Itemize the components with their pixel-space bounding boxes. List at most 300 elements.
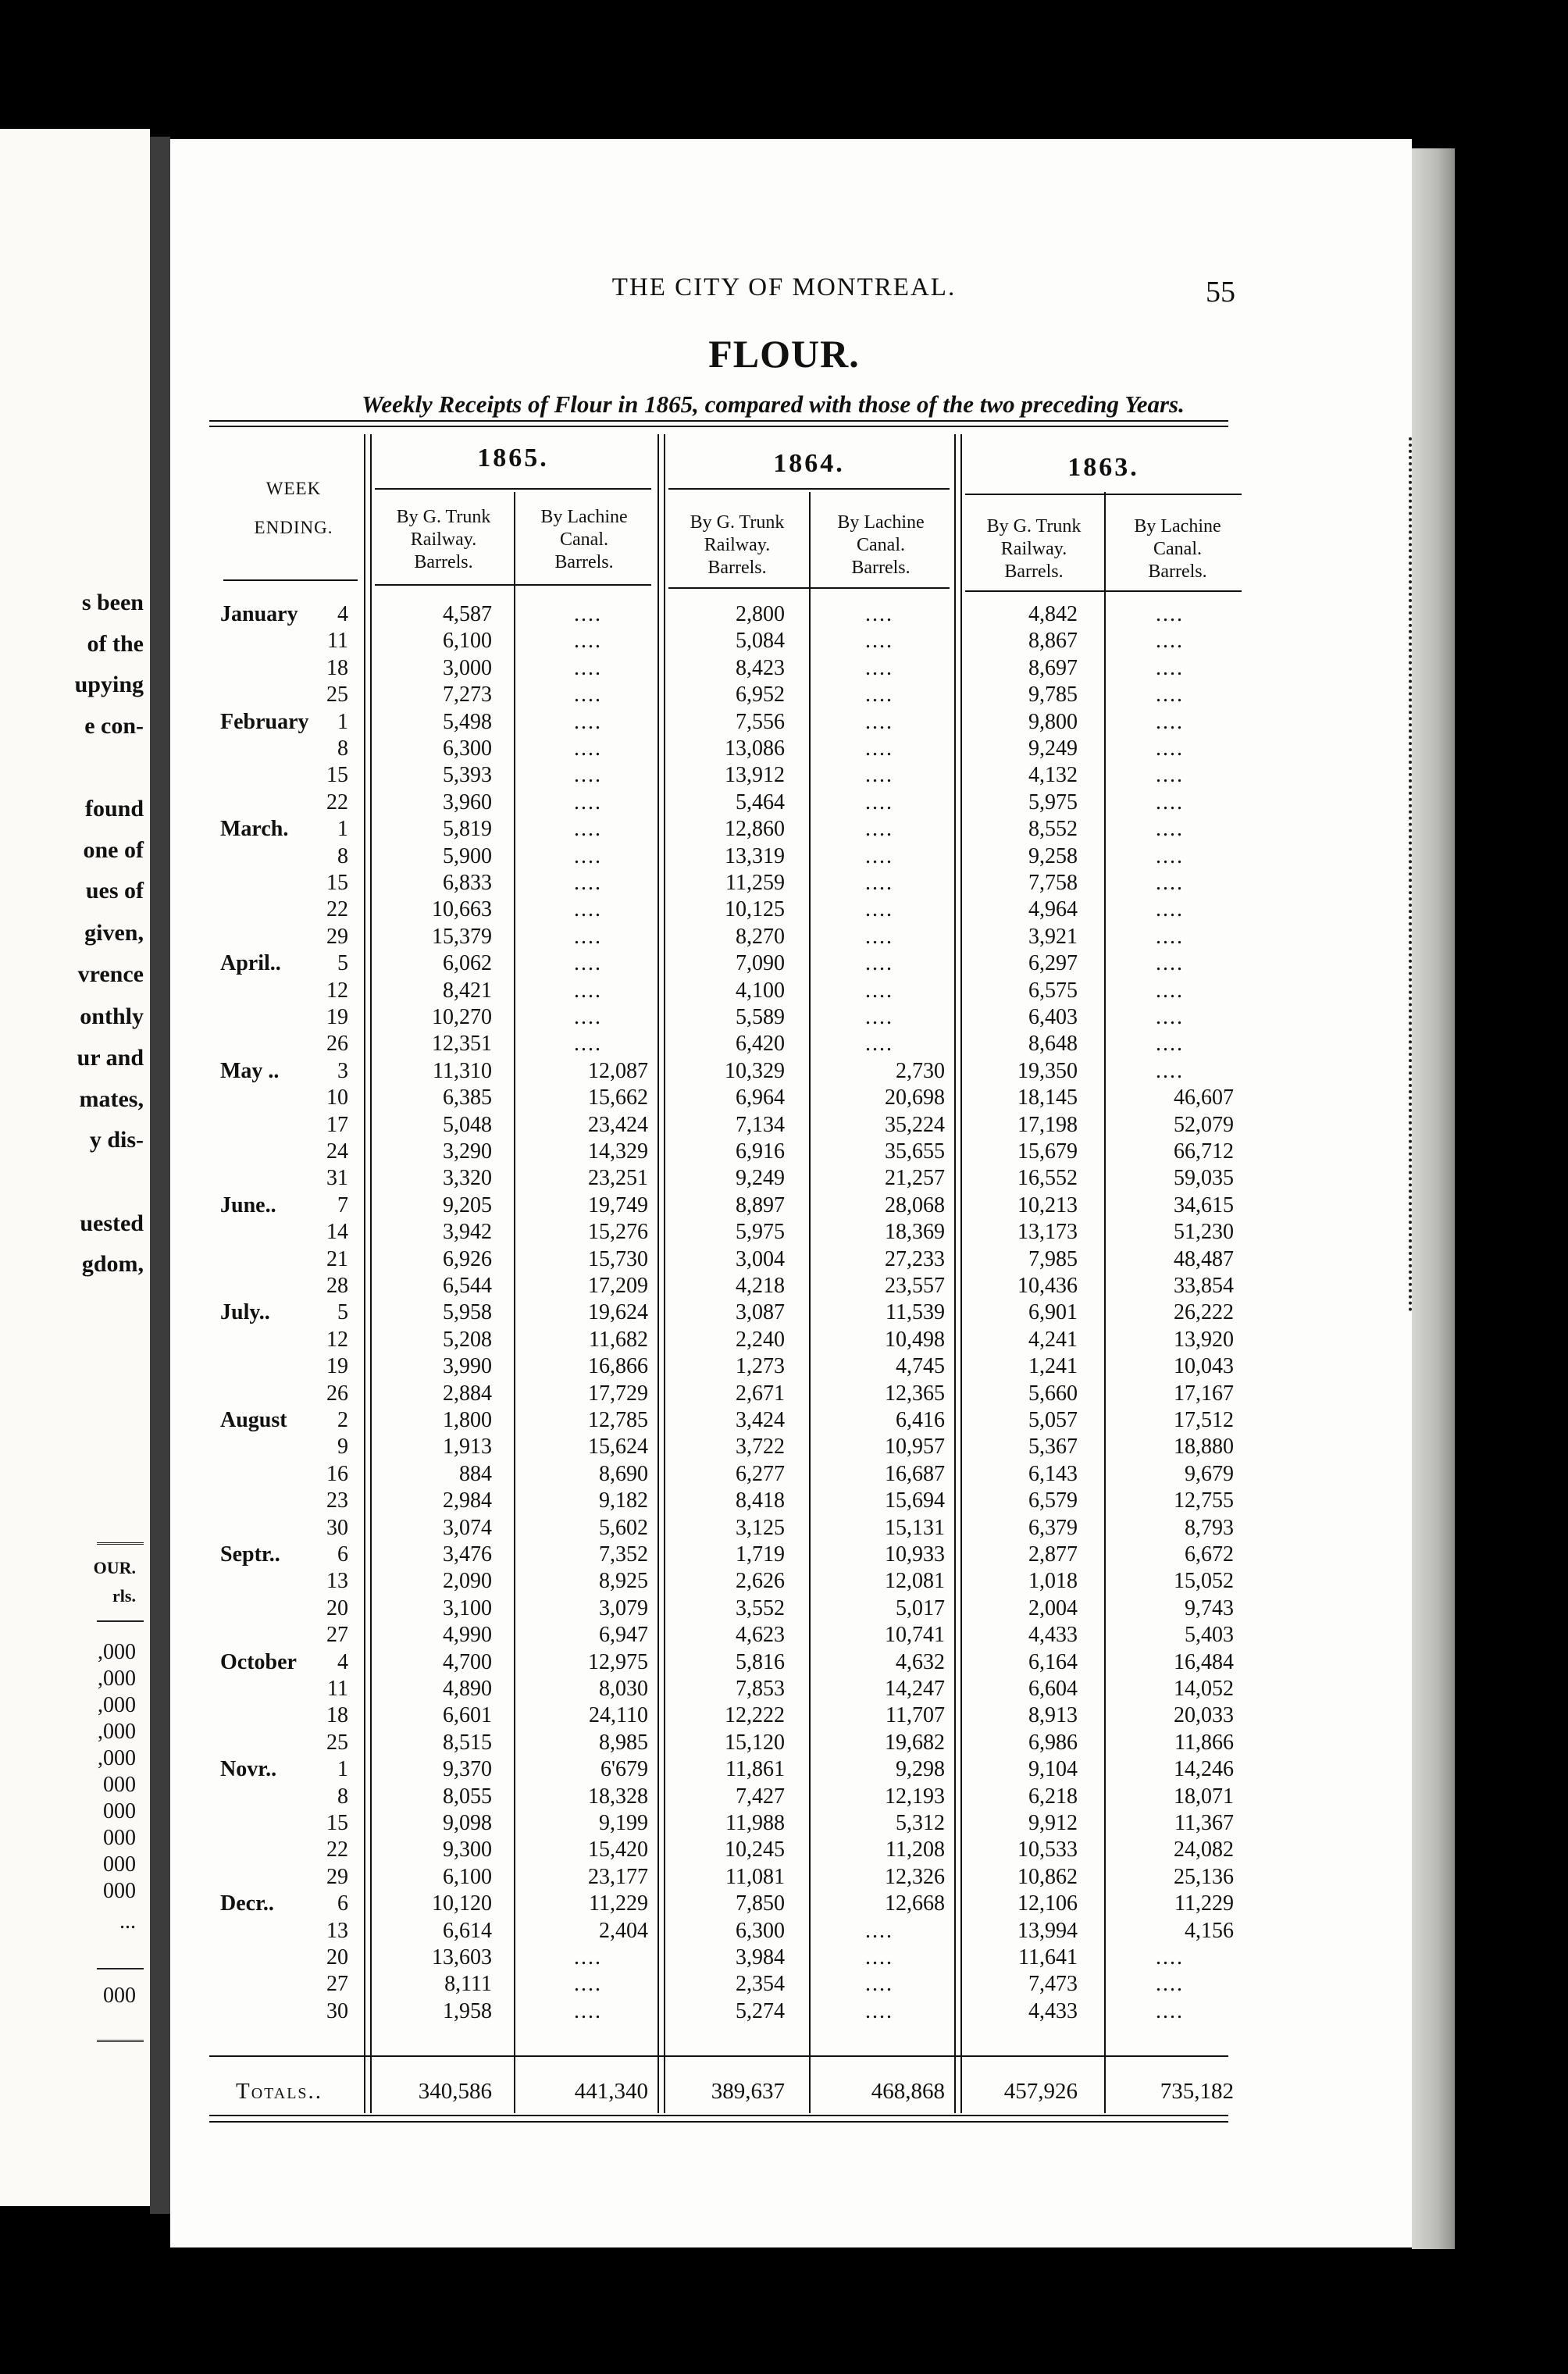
left-page-rule	[97, 2040, 144, 2044]
value-cell: 7,985	[1028, 1246, 1078, 1271]
table-row	[0, 1971, 1568, 1998]
value-cell: 4,100	[736, 978, 785, 1003]
value-cell: 9,370	[443, 1757, 492, 1782]
left-page-text-fragment: e con-	[84, 713, 144, 739]
left-page-table-heading: OUR.	[93, 1558, 136, 1577]
day-cell: 18	[326, 1703, 348, 1728]
value-cell: 17,167	[1174, 1381, 1234, 1406]
value-cell: 10,741	[885, 1623, 945, 1648]
value-cell: ....	[1156, 1032, 1184, 1057]
column-heading-line: Canal.	[1153, 539, 1202, 559]
month-label: February	[220, 709, 309, 734]
day-cell: 22	[326, 1838, 348, 1862]
value-cell: 5,393	[443, 763, 492, 788]
value-cell: 26,222	[1174, 1300, 1234, 1325]
left-page-text-fragment: given,	[84, 920, 144, 946]
value-cell: 18,880	[1174, 1435, 1234, 1460]
value-cell: ....	[574, 924, 602, 949]
day-cell: 6	[337, 1542, 348, 1567]
value-cell: 10,957	[885, 1435, 945, 1460]
value-cell: 13,603	[432, 1945, 492, 1969]
value-cell: 9,785	[1028, 683, 1078, 708]
day-cell: 19	[326, 1354, 348, 1379]
day-cell: 20	[326, 1595, 348, 1620]
day-cell: 1	[337, 709, 348, 734]
value-cell: 11,310	[433, 1058, 492, 1083]
value-cell: 27,233	[885, 1246, 945, 1271]
value-cell: 1,800	[443, 1408, 492, 1432]
value-cell: ....	[574, 871, 602, 895]
month-label: October	[220, 1649, 297, 1674]
value-cell: 11,866	[1174, 1730, 1234, 1755]
value-cell: 17,512	[1174, 1408, 1234, 1432]
month-label: May ..	[220, 1058, 280, 1083]
value-cell: 15,052	[1174, 1569, 1234, 1594]
column-heading-line: By Lachine	[837, 512, 925, 533]
value-cell: ....	[1156, 1058, 1184, 1083]
value-cell: 17,729	[588, 1381, 648, 1406]
left-page-text-fragment: mates,	[79, 1086, 144, 1112]
value-cell: 10,862	[1017, 1864, 1078, 1889]
table-row	[0, 1810, 1568, 1837]
value-cell: 2,730	[896, 1058, 945, 1083]
value-cell: 12,975	[588, 1649, 648, 1674]
value-cell: 4,156	[1185, 1918, 1234, 1943]
column-heading-line: Barrels.	[554, 552, 614, 572]
value-cell: 9,912	[1028, 1811, 1078, 1835]
value-cell: 6,575	[1028, 978, 1078, 1003]
value-cell: ....	[865, 655, 893, 680]
day-cell: 24	[326, 1139, 348, 1164]
value-cell: 12,222	[725, 1703, 785, 1728]
table-row	[0, 843, 1568, 870]
value-cell: 2,884	[443, 1381, 492, 1406]
value-cell: ....	[865, 763, 893, 788]
table-row	[0, 950, 1568, 977]
value-cell: 16,687	[885, 1461, 945, 1486]
value-cell: ....	[865, 817, 893, 842]
value-cell: ....	[1156, 978, 1184, 1003]
value-cell: 19,682	[885, 1730, 945, 1755]
year-underline	[375, 488, 651, 490]
value-cell: ....	[574, 897, 602, 922]
table-row	[0, 1031, 1568, 1057]
value-cell: 15,379	[432, 924, 492, 949]
value-cell: 1,958	[443, 1998, 492, 2023]
value-cell: 10,120	[432, 1891, 492, 1916]
table-row	[0, 1004, 1568, 1031]
value-cell: 3,722	[736, 1435, 785, 1460]
value-cell: 15,730	[588, 1246, 648, 1271]
value-cell: 2,626	[736, 1569, 785, 1594]
value-cell: 11,707	[886, 1703, 945, 1728]
value-cell: 8,897	[736, 1192, 785, 1217]
value-cell: 25,136	[1174, 1864, 1234, 1889]
day-cell: 10	[326, 1085, 348, 1110]
value-cell: ....	[865, 871, 893, 895]
month-label: April..	[220, 951, 281, 976]
left-page-number: ,000	[98, 1693, 136, 1717]
table-row	[0, 1112, 1568, 1139]
day-cell: 26	[326, 1032, 348, 1057]
value-cell: 7,090	[736, 951, 785, 976]
total-1864-railway: 389,637	[711, 2079, 785, 2104]
table-row	[0, 870, 1568, 896]
column-heading	[965, 515, 1103, 583]
value-cell: 10,498	[885, 1327, 945, 1352]
left-page-text-fragment: s been	[81, 590, 144, 615]
value-cell: 10,663	[432, 897, 492, 922]
day-cell: 22	[326, 790, 348, 815]
value-cell: 10,270	[432, 1005, 492, 1029]
value-cell: ....	[1156, 629, 1184, 654]
value-cell: ....	[865, 978, 893, 1003]
day-cell: 14	[326, 1220, 348, 1245]
value-cell: 2,240	[736, 1327, 785, 1352]
column-heading-line: By G. Trunk	[690, 512, 785, 533]
value-cell: ....	[574, 683, 602, 708]
value-cell: 2,090	[443, 1569, 492, 1594]
table-row	[0, 978, 1568, 1004]
day-cell: 29	[326, 924, 348, 949]
table-row	[0, 709, 1568, 736]
value-cell: 11,682	[589, 1327, 648, 1352]
value-cell: ....	[1156, 790, 1184, 815]
value-cell: 15,131	[885, 1515, 945, 1540]
value-cell: 6,964	[736, 1085, 785, 1110]
month-label: June..	[220, 1192, 276, 1217]
value-cell: ....	[574, 655, 602, 680]
day-cell: 5	[337, 1300, 348, 1325]
day-cell: 23	[326, 1488, 348, 1513]
left-page-text-fragment: ues of	[85, 878, 144, 904]
value-cell: 6,672	[1185, 1542, 1234, 1567]
value-cell: 5,057	[1028, 1408, 1078, 1432]
month-label: Septr..	[220, 1542, 280, 1567]
value-cell: ....	[1156, 871, 1184, 895]
value-cell: ....	[574, 817, 602, 842]
table-top-rule-2	[209, 426, 1228, 427]
value-cell: 6,062	[443, 951, 492, 976]
day-cell: 12	[326, 978, 348, 1003]
value-cell: 18,145	[1017, 1085, 1078, 1110]
column-heading-line: Barrels.	[851, 558, 911, 578]
left-page-number: ,000	[98, 1746, 136, 1770]
value-cell: ....	[865, 924, 893, 949]
day-cell: 1	[337, 1757, 348, 1782]
value-cell: 3,125	[736, 1515, 785, 1540]
value-cell: ....	[865, 709, 893, 734]
table-row	[0, 1327, 1568, 1353]
table-row	[0, 790, 1568, 816]
value-cell: 12,193	[885, 1784, 945, 1809]
day-cell: 16	[326, 1461, 348, 1486]
day-cell: 31	[326, 1166, 348, 1191]
value-cell: 3,990	[443, 1354, 492, 1379]
column-heading	[668, 512, 806, 579]
value-cell: 2,877	[1028, 1542, 1078, 1567]
value-cell: 5,975	[1028, 790, 1078, 815]
value-cell: 13,912	[725, 763, 785, 788]
value-cell: 17,209	[588, 1274, 648, 1298]
value-cell: 4,745	[896, 1354, 945, 1379]
value-cell: 5,048	[443, 1112, 492, 1137]
value-cell: 3,320	[443, 1166, 492, 1191]
value-cell: ....	[574, 763, 602, 788]
value-cell: 7,758	[1028, 871, 1078, 895]
value-cell: 9,205	[443, 1192, 492, 1217]
value-cell: 35,224	[885, 1112, 945, 1137]
value-cell: 46,607	[1174, 1085, 1234, 1110]
value-cell: 3,476	[443, 1542, 492, 1567]
value-cell: ....	[574, 629, 602, 654]
value-cell: ....	[865, 736, 893, 761]
value-cell: 1,241	[1028, 1354, 1078, 1379]
table-row	[0, 1461, 1568, 1488]
value-cell: 8,270	[736, 924, 785, 949]
week-heading-line: WEEK	[265, 479, 322, 498]
value-cell: 8,793	[1185, 1515, 1234, 1540]
left-page-text-fragment: vrence	[77, 961, 144, 987]
table-row	[0, 736, 1568, 762]
table-row	[0, 1595, 1568, 1622]
value-cell: 3,921	[1028, 924, 1078, 949]
value-cell: 4,990	[443, 1623, 492, 1648]
value-cell: 7,134	[736, 1112, 785, 1137]
value-cell: ....	[865, 683, 893, 708]
left-page-number: ,000	[98, 1640, 136, 1664]
value-cell: 9,679	[1185, 1461, 1234, 1486]
left-page-table-heading: rls.	[112, 1586, 136, 1606]
value-cell: 15,694	[885, 1488, 945, 1513]
day-cell: 18	[326, 655, 348, 680]
table-row	[0, 1891, 1568, 1917]
value-cell: 8,985	[599, 1730, 648, 1755]
column-heading	[812, 512, 950, 579]
week-ending-heading	[231, 467, 356, 550]
value-cell: 6,952	[736, 683, 785, 708]
day-cell: 11	[327, 629, 348, 654]
value-cell: 6,300	[736, 1918, 785, 1943]
value-cell: 23,177	[588, 1864, 648, 1889]
month-label: January	[220, 602, 298, 626]
day-cell: 15	[326, 1811, 348, 1835]
table-row	[0, 1085, 1568, 1111]
value-cell: 9,249	[1028, 736, 1078, 761]
value-cell: 6,143	[1028, 1461, 1078, 1486]
value-cell: 9,104	[1028, 1757, 1078, 1782]
value-cell: 6'679	[600, 1757, 648, 1782]
table-row	[0, 1353, 1568, 1380]
value-cell: ....	[865, 951, 893, 976]
value-cell: 4,587	[443, 602, 492, 626]
total-1865-railway: 340,586	[418, 2079, 492, 2104]
value-cell: 18,328	[588, 1784, 648, 1809]
day-cell: 30	[326, 1515, 348, 1540]
value-cell: ....	[1156, 736, 1184, 761]
day-cell: 27	[326, 1623, 348, 1648]
value-cell: 2,984	[443, 1488, 492, 1513]
value-cell: 9,298	[896, 1757, 945, 1782]
value-cell: 35,655	[885, 1139, 945, 1164]
value-cell: 6,544	[443, 1274, 492, 1298]
value-cell: 10,245	[725, 1838, 785, 1862]
day-cell: 26	[326, 1381, 348, 1406]
year-1864-heading: 1864.	[773, 449, 845, 478]
left-page-text-fragment: y dis-	[89, 1127, 144, 1153]
value-cell: 3,290	[443, 1139, 492, 1164]
value-cell: 3,000	[443, 655, 492, 680]
table-row	[0, 1702, 1568, 1729]
day-cell: 2	[337, 1408, 348, 1432]
left-page-text-fragment: ur and	[77, 1045, 144, 1071]
value-cell: ....	[1156, 897, 1184, 922]
column-heading	[1109, 515, 1246, 583]
value-cell: 11,229	[589, 1891, 648, 1916]
column-heading	[375, 506, 512, 574]
column-heading-line: Barrels.	[1148, 561, 1207, 582]
value-cell: 6,601	[443, 1703, 492, 1728]
left-page-text-fragment: gdom,	[81, 1251, 144, 1277]
value-cell: 8,867	[1028, 629, 1078, 654]
value-cell: ....	[574, 951, 602, 976]
value-cell: ....	[865, 790, 893, 815]
value-cell: 4,623	[736, 1623, 785, 1648]
header-bottom-rule	[965, 590, 1242, 592]
value-cell: 5,589	[736, 1005, 785, 1029]
value-cell: 5,498	[443, 709, 492, 734]
value-cell: ....	[1156, 709, 1184, 734]
value-cell: 6,614	[443, 1918, 492, 1943]
table-row	[0, 1864, 1568, 1891]
value-cell: 9,258	[1028, 843, 1078, 868]
value-cell: 8,515	[443, 1730, 492, 1755]
table-row	[0, 816, 1568, 843]
value-cell: 6,604	[1028, 1677, 1078, 1701]
value-cell: 4,890	[443, 1677, 492, 1701]
value-cell: 4,842	[1028, 602, 1078, 626]
value-cell: ....	[574, 1032, 602, 1057]
value-cell: 9,182	[599, 1488, 648, 1513]
value-cell: 6,277	[736, 1461, 785, 1486]
totals-row	[0, 2076, 1568, 2107]
value-cell: ....	[1156, 683, 1184, 708]
value-cell: 6,100	[443, 1864, 492, 1889]
value-cell: 12,326	[885, 1864, 945, 1889]
totals-top-rule	[209, 2055, 1228, 2057]
value-cell: 7,853	[736, 1677, 785, 1701]
table-row	[0, 1165, 1568, 1192]
value-cell: 3,079	[599, 1595, 648, 1620]
month-label: Decr..	[220, 1891, 274, 1916]
column-heading-line: Barrels.	[1004, 561, 1064, 582]
day-cell: 12	[326, 1327, 348, 1352]
left-page-number: ,000	[98, 1720, 136, 1744]
value-cell: 2,671	[736, 1381, 785, 1406]
value-cell: 9,800	[1028, 709, 1078, 734]
table-row	[0, 628, 1568, 654]
value-cell: ....	[574, 1972, 602, 1997]
value-cell: 4,132	[1028, 763, 1078, 788]
value-cell: 10,933	[885, 1542, 945, 1567]
value-cell: 15,120	[725, 1730, 785, 1755]
value-cell: 9,743	[1185, 1595, 1234, 1620]
value-cell: 8,925	[599, 1569, 648, 1594]
day-cell: 13	[326, 1918, 348, 1943]
table-row	[0, 1730, 1568, 1756]
value-cell: 7,352	[599, 1542, 648, 1567]
value-cell: 8,690	[599, 1461, 648, 1486]
day-cell: 30	[326, 1998, 348, 2023]
value-cell: ....	[865, 1032, 893, 1057]
table-row	[0, 1192, 1568, 1219]
total-1863-canal: 735,182	[1160, 2079, 1234, 2104]
day-cell: 8	[337, 736, 348, 761]
value-cell: 4,433	[1028, 1998, 1078, 2023]
value-cell: 10,533	[1017, 1838, 1078, 1862]
value-cell: 2,404	[599, 1918, 648, 1943]
page-number: 55	[1206, 276, 1235, 308]
value-cell: ....	[1156, 1972, 1184, 1997]
table-row	[0, 1273, 1568, 1299]
value-cell: ....	[865, 1945, 893, 1969]
value-cell: 4,433	[1028, 1623, 1078, 1648]
value-cell: 6,416	[896, 1408, 945, 1432]
left-page-number: 000	[103, 1826, 136, 1850]
value-cell: 2,354	[736, 1972, 785, 1997]
value-cell: ....	[865, 1998, 893, 2023]
value-cell: 18,369	[885, 1220, 945, 1245]
value-cell: 8,913	[1028, 1703, 1078, 1728]
table-row	[0, 1058, 1568, 1085]
day-cell: 25	[326, 1730, 348, 1755]
value-cell: 6,164	[1028, 1649, 1078, 1674]
header-bottom-rule	[223, 579, 358, 581]
left-page-number: 000	[103, 1879, 136, 1903]
value-cell: 8,552	[1028, 817, 1078, 842]
value-cell: 6,833	[443, 871, 492, 895]
value-cell: 9,199	[599, 1811, 648, 1835]
value-cell: ....	[1156, 655, 1184, 680]
value-cell: ....	[865, 897, 893, 922]
value-cell: 15,679	[1017, 1139, 1078, 1164]
column-heading-line: By Lachine	[1134, 516, 1221, 536]
column-heading-line: Railway.	[410, 529, 477, 550]
value-cell: 884	[459, 1461, 492, 1486]
column-heading-line: Barrels.	[414, 552, 473, 572]
value-cell: 7,850	[736, 1891, 785, 1916]
value-cell: 48,487	[1174, 1246, 1234, 1271]
value-cell: ....	[1156, 763, 1184, 788]
value-cell: ....	[865, 843, 893, 868]
day-cell: 5	[337, 951, 348, 976]
value-cell: 13,086	[725, 736, 785, 761]
table-row	[0, 1837, 1568, 1863]
value-cell: 1,273	[736, 1354, 785, 1379]
value-cell: 59,035	[1174, 1166, 1234, 1191]
value-cell: 5,084	[736, 629, 785, 654]
value-cell: 14,246	[1174, 1757, 1234, 1782]
day-cell: 8	[337, 843, 348, 868]
table-row	[0, 1649, 1568, 1676]
table-row	[0, 655, 1568, 682]
value-cell: 5,975	[736, 1220, 785, 1245]
left-page-number: 000	[103, 1773, 136, 1797]
header-bottom-rule	[668, 587, 950, 589]
value-cell: 11,367	[1174, 1811, 1234, 1835]
value-cell: ....	[574, 736, 602, 761]
table-row	[0, 1434, 1568, 1460]
